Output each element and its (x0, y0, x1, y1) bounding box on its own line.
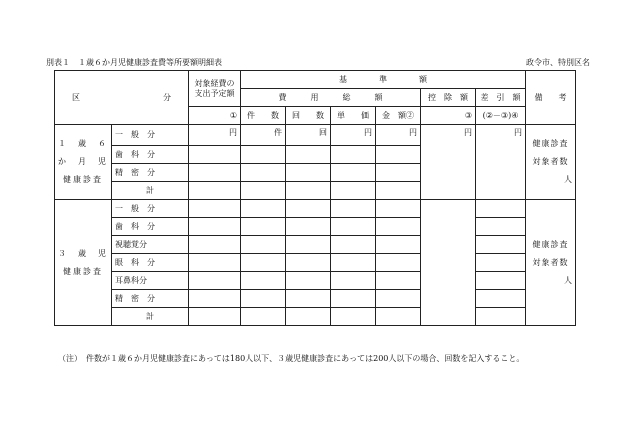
cell (189, 218, 241, 236)
table-caption: 別表１ １歳６か月児健康診査費等所要額明細表 (46, 58, 222, 67)
cell (189, 182, 241, 200)
cell (331, 272, 376, 290)
cell (376, 218, 421, 236)
cell (476, 236, 526, 254)
header-sabiki: 差 引 額 (476, 89, 526, 107)
header-num-1: ① (189, 107, 241, 125)
cell (376, 236, 421, 254)
cell (286, 200, 331, 218)
header-kaisu: 回 数 (286, 107, 331, 125)
group2-item: 歯 科 分 (112, 218, 189, 236)
cell (331, 236, 376, 254)
cell (189, 272, 241, 290)
cell (331, 218, 376, 236)
group2-item: 一 般 分 (112, 200, 189, 218)
group2-item: 精 密 分 (112, 290, 189, 308)
group2-item: 耳鼻科分 (112, 272, 189, 290)
cell (476, 218, 526, 236)
group1-item: 一 般 分 (112, 125, 189, 146)
cell (476, 308, 526, 326)
cell (286, 146, 331, 164)
cell (286, 308, 331, 326)
unit-yen: 円 (189, 125, 241, 146)
cell (241, 218, 286, 236)
cell (241, 254, 286, 272)
group1-note-line: 健康診査 (532, 139, 569, 148)
cell (241, 308, 286, 326)
group1-kojo-cell (421, 125, 476, 200)
cell (376, 290, 421, 308)
cell (241, 272, 286, 290)
header-taisho-line1: 対象経費の (194, 78, 235, 88)
unit-yen: 円 (514, 128, 522, 137)
group1-item: 精 密 分 (112, 164, 189, 182)
cell (331, 308, 376, 326)
cell (286, 218, 331, 236)
group2-label-line: 健康診査 (63, 266, 103, 276)
header-kingaku: 金 額② (376, 107, 421, 125)
cell (189, 290, 241, 308)
cell (376, 308, 421, 326)
cell (331, 164, 376, 182)
cell (376, 146, 421, 164)
cell (331, 182, 376, 200)
cell (241, 290, 286, 308)
header-kojo: 控 除 額 (421, 89, 476, 107)
group1-label (55, 125, 112, 200)
cell (331, 254, 376, 272)
cell (286, 272, 331, 290)
header-formula: (②－③)④ (476, 107, 526, 125)
cell (286, 254, 331, 272)
cell (286, 164, 331, 182)
cell (241, 146, 286, 164)
unit-ken: 件 (241, 125, 286, 146)
cell (376, 272, 421, 290)
cell (476, 272, 526, 290)
header-tanka: 単 価 (331, 107, 376, 125)
header-kijun: 基 準 額 (241, 71, 526, 89)
cell (189, 308, 241, 326)
cell (331, 146, 376, 164)
cell (286, 236, 331, 254)
header-taisho-line2: 支出予定額 (194, 88, 235, 98)
header-kubun-right: 分 (163, 92, 171, 102)
unit-kai: 回 (286, 125, 331, 146)
cell (376, 164, 421, 182)
header-hiyo: 費 用 総 額 (241, 89, 421, 107)
expense-table (54, 70, 576, 326)
cell (241, 164, 286, 182)
header-num-3: ③ (421, 107, 476, 125)
group1-label-line: １ 歳 ６ (58, 139, 108, 148)
group1-sabiki-cell (476, 125, 526, 200)
header-kubun-left: 区 (72, 92, 80, 102)
header-kubun (55, 71, 189, 125)
group2-label (55, 200, 112, 326)
cell (286, 182, 331, 200)
cell (189, 236, 241, 254)
cell (476, 290, 526, 308)
group2-label-line: ３ 歳 児 (58, 248, 108, 258)
unit-nin: 人 (564, 275, 572, 285)
group1-item: 歯 科 分 (112, 146, 189, 164)
group2-note-line: 対象者数 (532, 257, 569, 267)
cell (331, 200, 376, 218)
header-kensu: 件 数 (241, 107, 286, 125)
cell (189, 200, 241, 218)
header-biko: 備 考 (526, 71, 576, 125)
group1-total: 計 (112, 182, 189, 200)
unit-yen: 円 (464, 128, 472, 137)
cell (476, 200, 526, 218)
group2-note (526, 200, 576, 326)
group1-label-line: か 月 児 (58, 157, 108, 166)
unit-yen: 円 (376, 125, 421, 146)
cell (286, 290, 331, 308)
cell (189, 164, 241, 182)
cell (241, 182, 286, 200)
footnote: （注） 件数が１歳６か月児健康診査にあっては180人以下、３歳児健康診査にあっては200人以下の場合、回数を記入すること。 (58, 354, 525, 363)
cell (476, 254, 526, 272)
group1-note-line: 対象者数 (532, 157, 569, 166)
unit-nin: 人 (564, 175, 572, 184)
group2-kojo-cell (421, 200, 476, 326)
header-taisho (189, 71, 241, 107)
group2-total: 計 (112, 308, 189, 326)
group2-note-line: 健康診査 (532, 239, 569, 249)
group1-label-line: 健康診査 (63, 175, 103, 184)
cell (376, 254, 421, 272)
group2-item: 眼 科 分 (112, 254, 189, 272)
cell (189, 146, 241, 164)
cell (331, 290, 376, 308)
unit-yen: 円 (331, 125, 376, 146)
cell (189, 254, 241, 272)
cell (376, 200, 421, 218)
group1-note (526, 125, 576, 200)
cell (241, 200, 286, 218)
municipality-label: 政令市、特別区名 (526, 58, 590, 67)
cell (241, 236, 286, 254)
cell (376, 182, 421, 200)
group2-item: 視聴覚分 (112, 236, 189, 254)
